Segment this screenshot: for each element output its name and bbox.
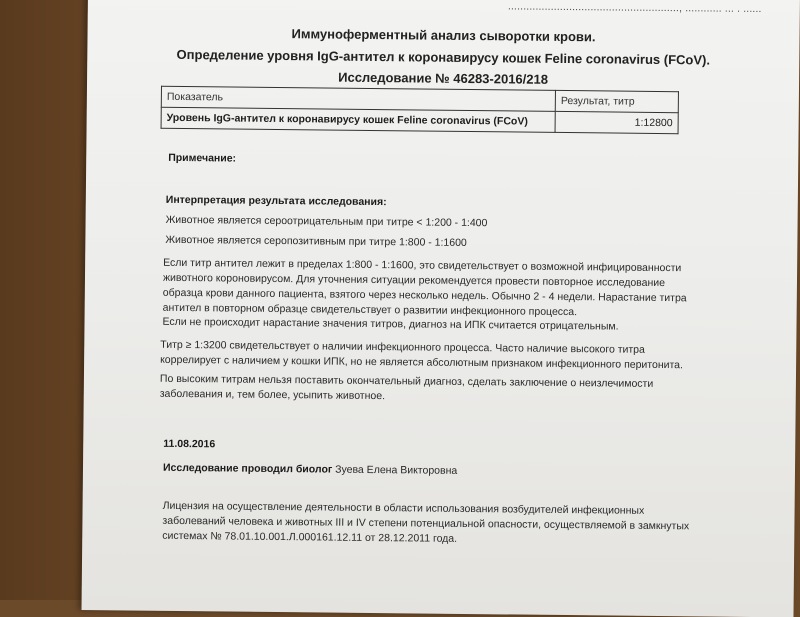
performer-line — [163, 461, 457, 479]
interpretation-high-titer: Титр ≥ 1:3200 свидетельствует о наличии инфекционного процесса. Часто наличие высокого титра коррелирует с наличием у кошки ИПК, но не является абсолютным признаком инфекционного перитонита. — [160, 338, 684, 372]
performer-label: Исследование проводил биолог — [162, 461, 333, 476]
interpretation-borderline: Если титр антител лежит в пределах 1:800 - 1:1600, это свидетельствует о возможной инфицированности животного короновирусом. Для уточнения ситуации рекомендуется провести повторное исследование образца крови данного пациента, взятого через несколько недель. Обычно 2 - 4 недели. Нарастание титра антител в повторном образце свидетельствует о развитии инфекционного процесса. — [162, 256, 687, 319]
interpretation-warning: По высоким титрам нельзя поставить окончательный диагноз, сделать заключение о неизлечимости заболевания и, тем более, усыпить животное. — [159, 372, 654, 403]
study-number: Исследование № 46283-2016/218 — [338, 69, 549, 87]
document-subtitle: Определение уровня IgG-антител к коронавирусу кошек Feline coronavirus (FCoV). — [176, 46, 711, 68]
row-result-value: 1:12800 — [555, 111, 678, 133]
interpretation-negative: Животное является сероотрицательным при титре < 1:200 - 1:400 — [165, 213, 488, 230]
results-table — [161, 86, 679, 134]
performer-name: Зуева Елена Викторовна — [332, 463, 458, 477]
document-page — [82, 0, 800, 617]
header-result: Результат, титр — [555, 90, 678, 112]
interpretation-heading: Интерпретация результата исследования: — [165, 193, 387, 209]
license-text: Лицензия на осуществление деятельности в области использования возбудителей инфекционных заболеваний человека и животных III и IV степени потенциальной опасности, осуществляемой в замкнутых системах № 78.01.10.001.Л.000161.12.11 от 28.12.2011 года. — [162, 499, 690, 545]
interpretation-no-rise: Если не происходит нарастание значения титров, диагноз на ИПК считается отрицательным. — [162, 315, 619, 333]
note-label: Примечание: — [168, 151, 237, 165]
interpretation-positive: Животное является серопозитивным при титре 1:800 - 1:1600 — [165, 233, 467, 249]
report-date: 11.08.2016 — [163, 437, 216, 451]
cut-off-header-line: ........................................................, ............ ... . ...... — [507, 0, 762, 16]
row-indicator-name: Уровень IgG-антител к коронавирусу кошек Feline coronavirus (FCoV) — [161, 107, 555, 132]
header-indicator: Показатель — [161, 86, 555, 111]
document-title: Иммуноферментный анализ сыворотки крови. — [291, 26, 596, 45]
table-row — [161, 107, 678, 133]
